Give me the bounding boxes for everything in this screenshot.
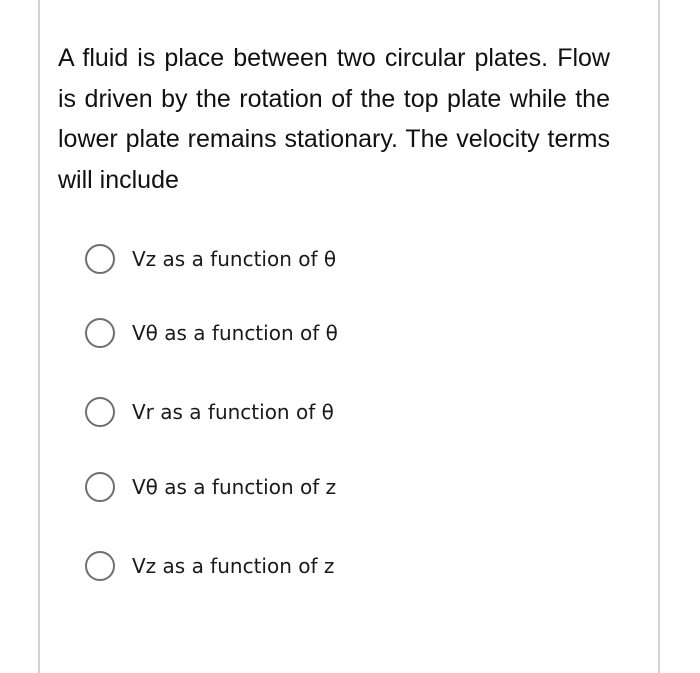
- option-3[interactable]: [85, 392, 334, 432]
- option-label: Vr as a function of θ: [132, 400, 334, 424]
- option-label: Vθ as a function of z: [132, 475, 337, 499]
- radio-button-icon[interactable]: [85, 551, 115, 581]
- radio-button-icon[interactable]: [85, 244, 115, 274]
- radio-button-icon[interactable]: [85, 318, 115, 348]
- radio-button-icon[interactable]: [85, 397, 115, 427]
- question-text: A fluid is place between two circular plates. Flow is driven by the rotation of the top plate while the lower plate remains stationary. The velocity terms will include: [58, 44, 610, 194]
- option-2[interactable]: [85, 313, 338, 353]
- option-label: Vz as a function of z: [132, 554, 335, 578]
- option-label: Vθ as a function of θ: [132, 321, 338, 345]
- question-card: [38, 0, 660, 673]
- option-4[interactable]: [85, 467, 336, 507]
- option-1[interactable]: [85, 239, 336, 279]
- option-5[interactable]: [85, 546, 334, 586]
- option-label: Vz as a function of θ: [132, 247, 337, 271]
- answer-options: [40, 0, 658, 673]
- radio-button-icon[interactable]: [85, 472, 115, 502]
